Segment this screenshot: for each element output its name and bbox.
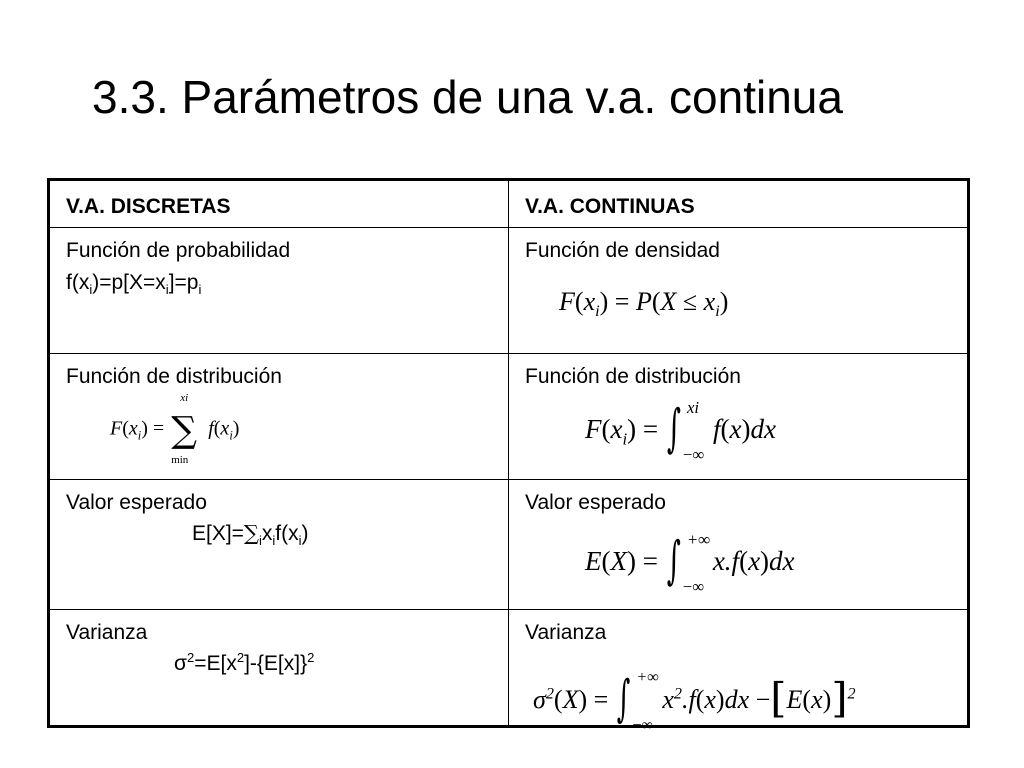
label-exp-continuous: Valor esperado bbox=[525, 491, 666, 514]
label-exp-discrete: Valor esperado bbox=[66, 491, 207, 514]
formula-var-continuous: $\sigma^2(X)$ = ∫ +∞ −∞ $x^2.f(x)dx -[E(x)]^2$ bbox=[533, 669, 856, 734]
label-prob-discrete: Función de probabilidad bbox=[66, 239, 291, 262]
comparison-table bbox=[47, 178, 970, 734]
sum-symbol: xi ∑ min bbox=[171, 392, 197, 467]
cell-var-discrete bbox=[50, 610, 509, 725]
formula-exp-continuous: E(X) = ∫ +∞ −∞ x.f(x)dx bbox=[585, 530, 795, 597]
formula-var-discrete: $\sigma^2=E[x^2]-\{E[x]\}^2$ bbox=[174, 650, 315, 676]
integral-icon: ∫ bbox=[666, 399, 681, 459]
integral-icon: ∫ bbox=[666, 531, 681, 591]
label-dist-continuous: Función de distribución bbox=[525, 365, 741, 388]
formula-dens-continuous: $F(x_i) = P(X \le x_i)$ bbox=[559, 287, 729, 321]
formula-dist-discrete: $F(x_i)$ = xi ∑ min $f(x_i)$ bbox=[110, 392, 240, 467]
formula-exp-discrete: $E[X]=\sum_ix_if(x_i)$ bbox=[192, 521, 309, 549]
formula-dist-continuous: $F(x_i)$ = ∫ xi −∞ f(x)dx bbox=[585, 398, 776, 465]
header-discrete: V.A. DISCRETAS bbox=[50, 181, 509, 228]
label-dens-continuous: Función de densidad bbox=[525, 239, 720, 262]
label-dist-discrete: Función de distribución bbox=[66, 365, 282, 388]
page-title: 3.3. Parámetros de una v.a. continua bbox=[92, 71, 843, 123]
integral-icon: ∫ bbox=[616, 671, 631, 729]
header-continuous: V.A. CONTINUAS bbox=[509, 181, 967, 228]
cell-exp-discrete bbox=[50, 480, 509, 610]
cell-var-continuous bbox=[509, 610, 967, 734]
cell-dist-discrete bbox=[50, 354, 509, 480]
cell-dist-continuous bbox=[509, 354, 967, 480]
formula-prob-discrete: $f(x_i)=p[X=x_i]=p_i$ bbox=[66, 271, 202, 298]
label-var-discrete: Varianza bbox=[66, 621, 148, 644]
cell-dens-continuous bbox=[509, 228, 967, 354]
label-var-continuous: Varianza bbox=[525, 621, 607, 644]
cell-prob-discrete bbox=[50, 228, 509, 354]
cell-exp-continuous bbox=[509, 480, 967, 610]
